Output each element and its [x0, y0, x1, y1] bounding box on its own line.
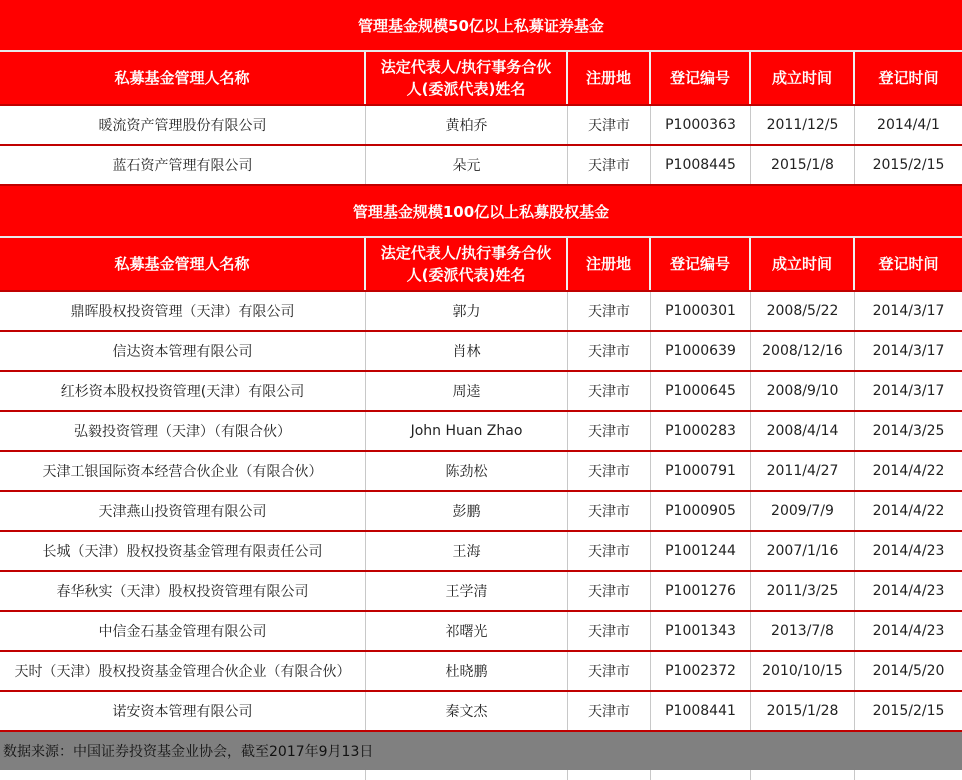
- cell-registered-place: 天津市: [568, 612, 651, 650]
- cell-registration-date: 2014/3/25: [872, 423, 945, 439]
- header-representative-line1: 法定代表人/执行事务合伙: [380, 244, 552, 262]
- cell-registered-place: 天津市: [568, 146, 651, 184]
- cell-manager-name: 红杉资本股权投资管理(天津）有限公司: [0, 372, 366, 410]
- empty-cell: [568, 770, 651, 780]
- cell-registration-number: P1000791: [651, 452, 751, 490]
- cell-registration-number: P1001244: [651, 532, 751, 570]
- empty-row: [0, 770, 962, 780]
- cell-manager-name: 中信金石基金管理有限公司: [0, 612, 366, 650]
- cell-registration-date: 2014/4/22: [872, 463, 945, 479]
- cell-founded-date: 2015/1/28: [751, 692, 855, 730]
- cell-representative: 秦文杰: [366, 692, 568, 730]
- cell-founded-date: 2010/10/15: [751, 652, 855, 690]
- cell-registered-place: 天津市: [568, 372, 651, 410]
- table-row: [0, 332, 962, 372]
- table-row: [0, 372, 962, 412]
- cell-registration-date: 2014/4/23: [872, 623, 945, 639]
- cell-founded-date: 2009/7/9: [751, 492, 855, 530]
- cell-registered-place: 天津市: [568, 292, 651, 330]
- cell-registered-place: 天津市: [568, 332, 651, 370]
- cell-manager-name: 天津燕山投资管理有限公司: [0, 492, 366, 530]
- empty-cell: [0, 770, 366, 780]
- cell-manager-name: 长城（天津）股权投资基金管理有限责任公司: [0, 532, 366, 570]
- cell-manager-name: 信达资本管理有限公司: [0, 332, 366, 370]
- cell-founded-date: 2007/1/16: [751, 532, 855, 570]
- cell-manager-name: 弘毅投资管理（天津）（有限合伙）: [0, 412, 366, 450]
- cell-representative: 王海: [366, 532, 568, 570]
- cell-registration-date: 2014/4/23: [872, 583, 945, 599]
- header-founded-date: 成立时间: [751, 52, 855, 104]
- cell-registration-date: 2014/4/22: [872, 503, 945, 519]
- table-row: [0, 532, 962, 572]
- cell-founded-date: 2008/12/16: [751, 332, 855, 370]
- table-row: [0, 692, 962, 732]
- cell-representative: 祁曙光: [366, 612, 568, 650]
- cell-founded-date: 2013/7/8: [751, 612, 855, 650]
- header-manager-name: 私募基金管理人名称: [0, 238, 366, 290]
- cell-registration-date: 2014/4/1: [877, 117, 940, 133]
- cell-founded-date: 2011/12/5: [751, 106, 855, 144]
- cell-registration-date: 2014/4/23: [872, 543, 945, 559]
- cell-registered-place: 天津市: [568, 452, 651, 490]
- cell-manager-name: 鼎晖股权投资管理（天津）有限公司: [0, 292, 366, 330]
- header-representative-line2: 人(委派代表)姓名: [406, 266, 526, 284]
- header-registration-number: 登记编号: [651, 52, 751, 104]
- header-representative-line1: 法定代表人/执行事务合伙: [380, 58, 552, 76]
- table-row: [0, 412, 962, 452]
- cell-representative: 黄柏乔: [366, 106, 568, 144]
- cell-registration-date: 2015/2/15: [872, 703, 945, 719]
- header-registered-place: 注册地: [568, 238, 651, 290]
- empty-cell: [651, 770, 751, 780]
- cell-registration-date: 2014/3/17: [872, 383, 945, 399]
- cell-registration-number: P1000283: [651, 412, 751, 450]
- header-registration-number: 登记编号: [651, 238, 751, 290]
- table-row: [0, 652, 962, 692]
- cell-registered-place: 天津市: [568, 692, 651, 730]
- cell-registered-place: 天津市: [568, 412, 651, 450]
- cell-registered-place: 天津市: [568, 652, 651, 690]
- cell-manager-name: 天时（天津）股权投资基金管理合伙企业（有限合伙）: [0, 652, 366, 690]
- cell-representative: 周逵: [366, 372, 568, 410]
- header-registration-date: 登记时间: [878, 69, 939, 87]
- cell-registration-number: P1002372: [651, 652, 751, 690]
- cell-registration-number: P1000301: [651, 292, 751, 330]
- cell-registration-number: P1008441: [651, 692, 751, 730]
- cell-representative: John Huan Zhao: [366, 412, 568, 450]
- data-source-note: 数据来源：中国证券投资基金业协会，截至2017年9月13日: [0, 732, 962, 770]
- header-registered-place: 注册地: [568, 52, 651, 104]
- empty-cell: [366, 770, 568, 780]
- section-title-securities: 管理基金规模50亿以上私募证券基金: [0, 0, 962, 52]
- cell-registration-number: P1000639: [651, 332, 751, 370]
- cell-registration-number: P1000363: [651, 106, 751, 144]
- cell-registration-number: P1000645: [651, 372, 751, 410]
- table-row: [0, 106, 962, 146]
- cell-founded-date: 2011/4/27: [751, 452, 855, 490]
- empty-cell: [751, 770, 855, 780]
- table-row: [0, 452, 962, 492]
- cell-registration-date: 2014/3/17: [872, 303, 945, 319]
- cell-registration-date: 2014/3/17: [872, 343, 945, 359]
- section-title-equity: 管理基金规模100亿以上私募股权基金: [0, 186, 962, 238]
- cell-representative: 郭力: [366, 292, 568, 330]
- cell-manager-name: 蓝石资产管理有限公司: [0, 146, 366, 184]
- cell-representative: 陈劲松: [366, 452, 568, 490]
- empty-cell: [855, 770, 962, 780]
- cell-manager-name: 春华秋实（天津）股权投资管理有限公司: [0, 572, 366, 610]
- column-header-row: [0, 52, 962, 106]
- header-representative: [366, 52, 568, 104]
- cell-manager-name: 诺安资本管理有限公司: [0, 692, 366, 730]
- table-row: [0, 146, 962, 186]
- header-representative: [366, 238, 568, 290]
- cell-founded-date: 2011/3/25: [751, 572, 855, 610]
- cell-representative: 杜晓鹏: [366, 652, 568, 690]
- table-row: [0, 612, 962, 652]
- cell-representative: 肖林: [366, 332, 568, 370]
- cell-founded-date: 2008/4/14: [751, 412, 855, 450]
- cell-founded-date: 2015/1/8: [751, 146, 855, 184]
- cell-registered-place: 天津市: [568, 492, 651, 530]
- table-row: [0, 292, 962, 332]
- header-founded-date: 成立时间: [751, 238, 855, 290]
- cell-registered-place: 天津市: [568, 572, 651, 610]
- table-row: [0, 572, 962, 612]
- cell-registered-place: 天津市: [568, 532, 651, 570]
- header-manager-name: 私募基金管理人名称: [0, 52, 366, 104]
- table-row: [0, 492, 962, 532]
- cell-representative: 朵元: [366, 146, 568, 184]
- cell-manager-name: 天津工银国际资本经营合伙企业（有限合伙）: [0, 452, 366, 490]
- cell-registration-number: P1008445: [651, 146, 751, 184]
- cell-registration-date: 2015/2/15: [872, 157, 945, 173]
- cell-registration-date: 2014/5/20: [872, 663, 945, 679]
- cell-registration-number: P1001343: [651, 612, 751, 650]
- cell-representative: 王学清: [366, 572, 568, 610]
- cell-manager-name: 暖流资产管理股份有限公司: [0, 106, 366, 144]
- column-header-row: [0, 238, 962, 292]
- cell-registration-number: P1000905: [651, 492, 751, 530]
- cell-registered-place: 天津市: [568, 106, 651, 144]
- cell-registration-number: P1001276: [651, 572, 751, 610]
- cell-founded-date: 2008/5/22: [751, 292, 855, 330]
- header-representative-line2: 人(委派代表)姓名: [406, 80, 526, 98]
- header-registration-date: 登记时间: [878, 255, 939, 273]
- cell-representative: 彭鹏: [366, 492, 568, 530]
- cell-founded-date: 2008/9/10: [751, 372, 855, 410]
